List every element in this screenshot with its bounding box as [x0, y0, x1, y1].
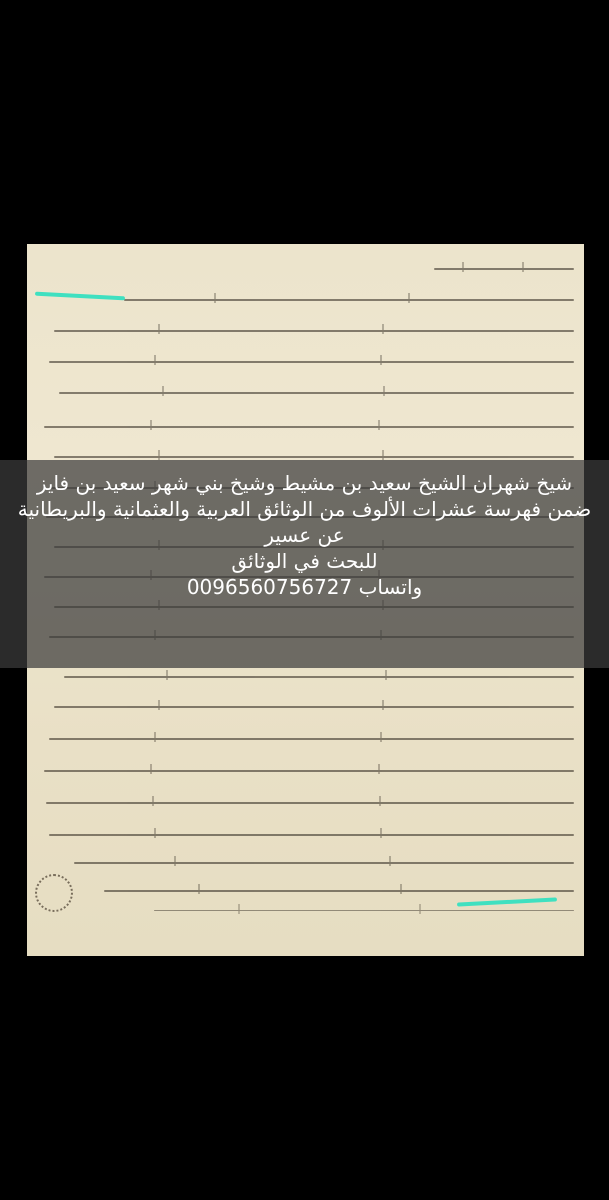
- manuscript-line: [74, 862, 574, 864]
- manuscript-line: [44, 770, 574, 772]
- manuscript-line: [54, 330, 574, 332]
- manuscript-line: [49, 361, 574, 363]
- manuscript-line: [64, 676, 574, 678]
- manuscript-line: [59, 392, 574, 394]
- caption-line-search: للبحث في الوثائق: [231, 549, 378, 573]
- caption-line-title: شيخ شهران الشيخ سعيد بن مشيط وشيخ بني شهر سعيد بن فايز: [36, 471, 573, 495]
- manuscript-line: [46, 802, 574, 804]
- manuscript-line: [54, 456, 574, 458]
- caption-line-whatsapp: واتساب 0096560756727: [186, 575, 423, 599]
- manuscript-line: [49, 834, 574, 836]
- highlight-mark-top: [35, 292, 125, 301]
- manuscript-line: [44, 426, 574, 428]
- caption-line-description: ضمن فهرسة عشرات الألوف من الوثائق العربية والعثمانية والبريطانية عن عسير: [17, 497, 592, 547]
- manuscript-line: [434, 268, 574, 270]
- caption-text: [0, 470, 609, 600]
- manuscript-line: [154, 910, 574, 911]
- seal-icon: [35, 874, 73, 912]
- manuscript-line: [54, 706, 574, 708]
- manuscript-line: [49, 738, 574, 740]
- highlight-mark-bottom: [457, 897, 557, 906]
- manuscript-line: [124, 299, 574, 301]
- manuscript-line: [104, 890, 574, 892]
